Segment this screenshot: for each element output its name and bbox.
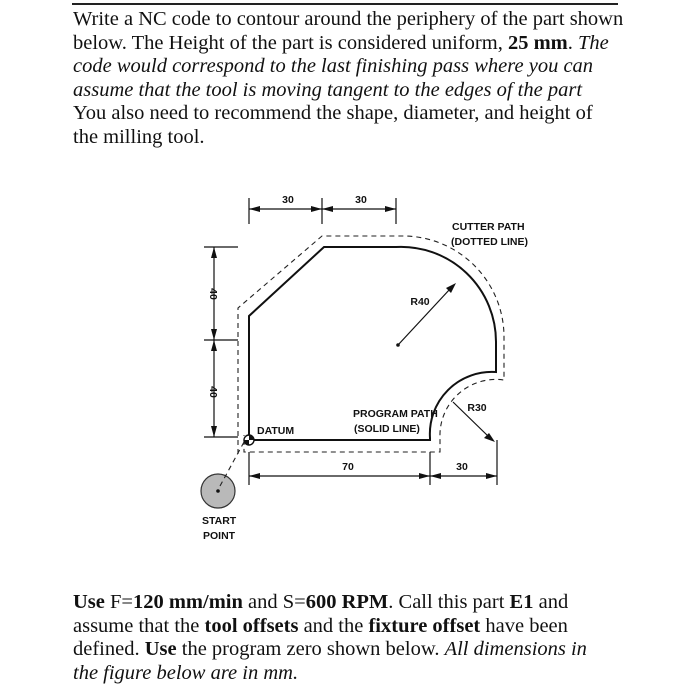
arrow-top-2 (311, 206, 322, 212)
statement-line-5: You also need to recommend the shape, diameter, and height of (73, 102, 593, 125)
statement-line-1: Write a NC code to contour around the periphery of the part shown (73, 8, 624, 30)
statement-line-2: below. The Height of the part is considered uniform, 25 mm. The (73, 31, 609, 54)
cutter-path (238, 236, 504, 454)
arrow-left-2 (211, 329, 217, 340)
arrow-left-3 (211, 340, 217, 351)
dim-bottom-right: 30 (456, 461, 468, 473)
part-drawing-svg (180, 180, 528, 552)
program-path-sublabel: (SOLID LINE) (354, 423, 420, 435)
feed-rate: 120 mm/min (132, 591, 243, 613)
datum-quadrant-2 (244, 440, 249, 445)
problem-statement (73, 8, 653, 150)
dim-top-right: 30 (355, 194, 367, 206)
radius-large-label: R40 (410, 296, 430, 308)
arrow-bottom-3 (430, 473, 441, 479)
arrow-left-1 (211, 247, 217, 258)
instructions-line-1: Use F=120 mm/min and S=600 RPM. Call this part E1 and (73, 591, 569, 613)
statement-line-3: code would correspond to the last finishing pass where you can (73, 55, 594, 78)
dim-top-left: 30 (282, 194, 294, 206)
cutter-path-label: CUTTER PATH (452, 221, 525, 233)
instructions-line-3: defined. Use the program zero shown below. All dimensions in (73, 638, 587, 661)
arrow-bottom-4 (486, 473, 497, 479)
cropped-underlined-line (72, 0, 618, 3)
dim-bottom-left: 70 (342, 461, 354, 473)
arrow-bottom-1 (249, 473, 260, 479)
r40-center (396, 343, 400, 347)
dim-left-lower: 40 (207, 386, 219, 398)
arrow-left-4 (211, 426, 217, 437)
radius-small-label: R30 (467, 402, 487, 414)
instructions-line-2: assume that the tool offsets and the fixture offset have been (73, 614, 568, 637)
part-height: 25 mm (507, 31, 568, 54)
datum-label: DATUM (257, 425, 295, 437)
arrow-top-1 (249, 206, 260, 212)
part-name: E1 (509, 591, 534, 613)
start-point-center (216, 489, 220, 493)
instructions (73, 591, 663, 685)
program-path-label: PROGRAM PATH (353, 408, 438, 420)
spindle-speed: 600 RPM (305, 591, 389, 613)
cutter-path-sublabel: (DOTTED LINE) (451, 236, 528, 248)
arrow-top-3 (322, 206, 333, 212)
start-label: START (202, 515, 237, 527)
statement-line-6: the milling tool. (73, 125, 205, 148)
arrow-bottom-2 (419, 473, 430, 479)
datum-quadrant-1 (249, 435, 254, 440)
statement-line-4: assume that the tool is moving tangent to the edges of the part (73, 78, 583, 101)
part-drawing (180, 180, 528, 552)
dim-left-upper: 40 (207, 288, 219, 300)
instructions-line-4: the figure below are in mm. (73, 661, 299, 684)
start-point-label: POINT (203, 530, 236, 542)
arrow-top-4 (385, 206, 396, 212)
